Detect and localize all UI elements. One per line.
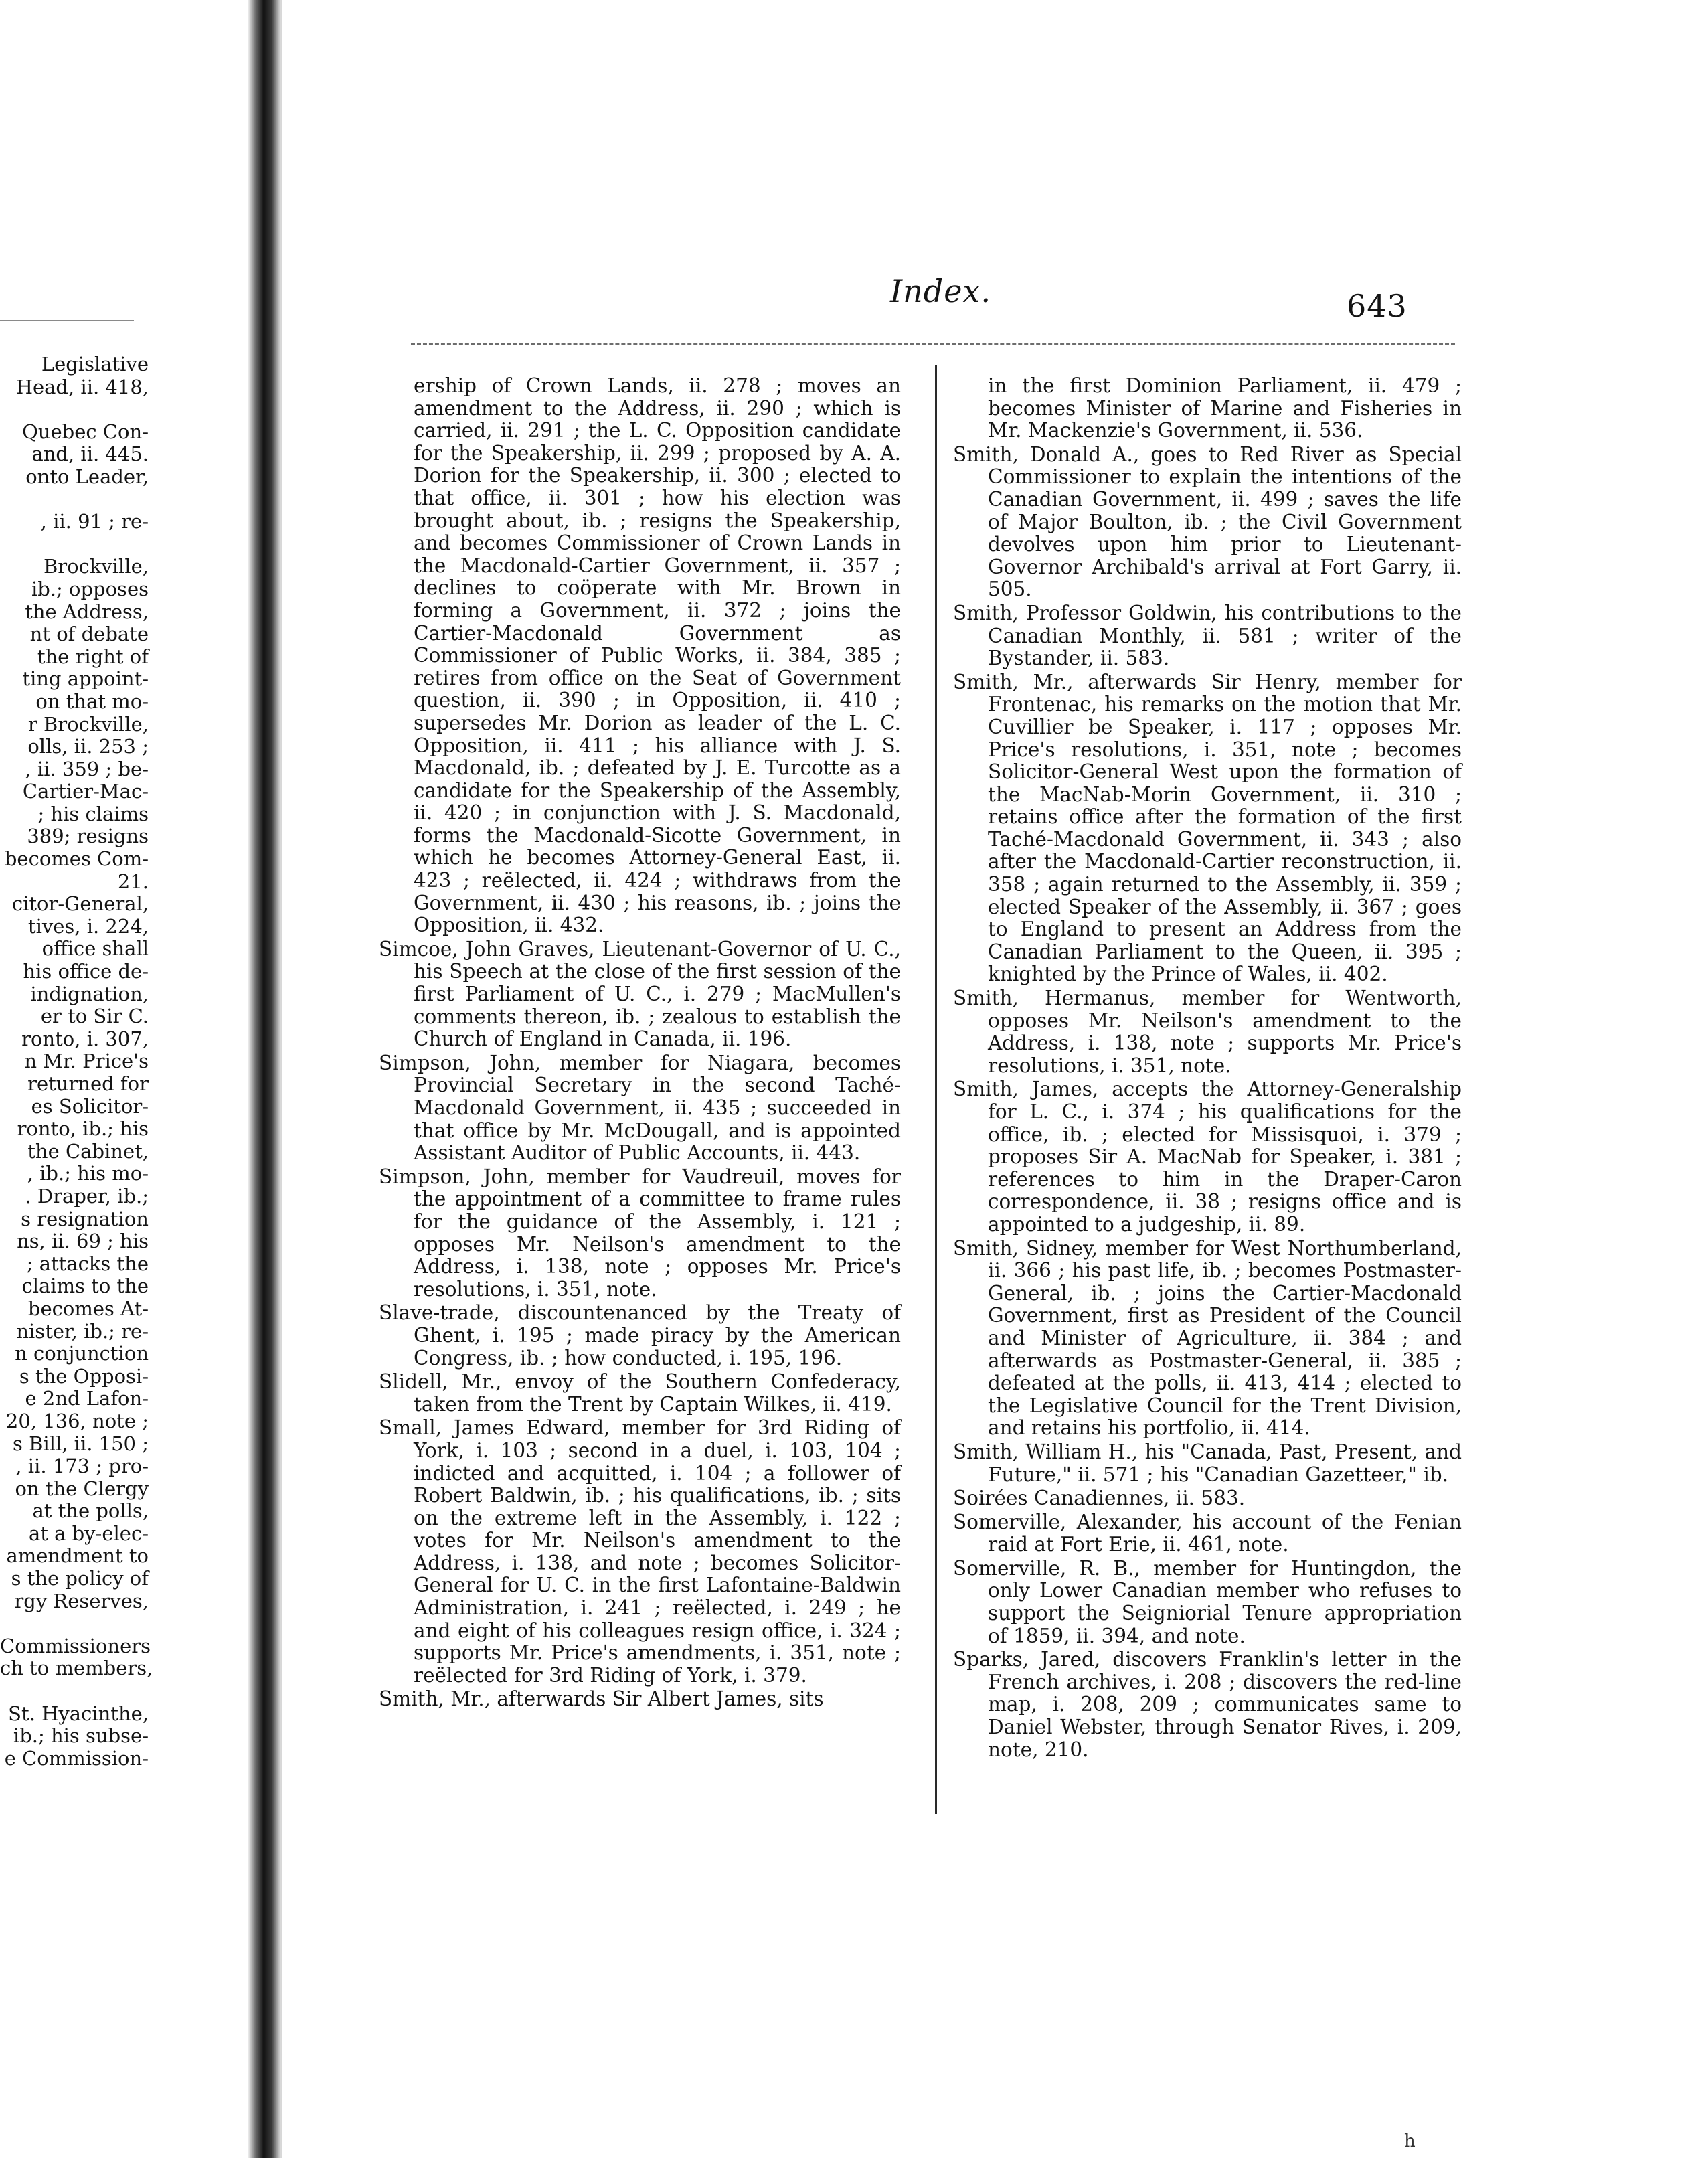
facing-page-line: onto Leader, [25,465,149,488]
facing-page-line: citor-General, [11,892,149,916]
facing-page-line: n Mr. Price's [24,1050,149,1073]
facing-page-line: es Solicitor- [31,1094,149,1118]
book-gutter [248,0,280,2158]
index-entry: Smith, Professor Goldwin, his contributions to the Canadian Monthly, ii. 581 ; writer of the Bystander, ii. 583. [953,601,1462,670]
facing-page-line: . Draper, ib.; [25,1184,149,1208]
facing-page-line: claims to the [21,1274,149,1298]
facing-page-line: on that mo- [35,689,149,713]
index-entry: Small, James Edward, member for 3rd Riding of York, i. 103 ; second in a duel, i. 103, 104 ; indicted and acquitted, i. 104 ; a follower of Robert Baldwin, ib. ; his qualifications, ib. ; sits on the extreme left in the Assembly, i. 122 ; votes for Mr. Neilson's amendment to the Address, i. 138, and note ; becomes Solicitor-General for U. C. in the first Lafontaine-Baldwin Administration, i. 241 ; reëlected, i. 249 ; he and eight of his colleagues resign office, i. 324 ; supports Mr. Price's amendments, i. 351, note ; reëlected for 3rd Riding of York, i. 379. [379,1416,901,1687]
facing-page-line: r Brockville, [27,712,149,736]
facing-page-line [0,533,149,556]
index-entry: Somerville, Alexander, his account of the Fenian raid at Fort Erie, ii. 461, note. [953,1510,1462,1556]
facing-page-line [0,398,149,421]
index-entry: Smith, Donald A., goes to Red River as Special Commissioner to explain the intentions of the Canadian Government, ii. 499 ; saves the life of Major Boulton, ib. ; the Civil Government devolves upon him prior to Lieutenant-Governor Archibald's arrival at Fort Garry, ii. 505. [953,442,1462,601]
facing-page-line: amendment to [6,1544,149,1568]
facing-page-line: becomes Com- [4,847,149,871]
facing-page-line: 21. [117,869,149,893]
facing-page-line: ch to members, [0,1657,153,1680]
facing-page-line: ting appoint- [22,667,149,691]
facing-page-line: the Cabinet, [27,1139,149,1163]
index-entry: Smith, James, accepts the Attorney-Generalship for L. C., i. 374 ; his qualifications for the office, ib. ; elected for Missisquoi, i. 379 ; proposes Sir A. MacNab for Speaker, i. 381 ; references to him in the Draper-Caron correspondence, ii. 38 ; resigns office and is appointed to a judgeship, ii. 89. [953,1078,1462,1236]
facing-page-line: s the policy of [11,1567,149,1590]
facing-page-line: his office de- [23,960,149,983]
facing-page-line: ronto, i. 307, [21,1027,149,1050]
facing-page-text [0,353,153,1770]
index-entry: Smith, Sidney, member for West Northumberland, ii. 366 ; his past life, ib. ; becomes Postmaster-General, ib. ; joins the Cartier-Macdonald Government, first as President of the Council and Minister of Agriculture, ii. 384 ; and afterwards as Postmaster-General, ii. 385 ; defeated at the polls, ii. 413, 414 ; elected to the Legislative Council for the Trent Division, and retains his portfolio, ii. 414. [953,1236,1462,1440]
facing-page-line: ; attacks the [26,1252,149,1275]
facing-page-line: Cartier-Mac- [22,780,149,803]
facing-page-line: at the polls, [32,1499,149,1523]
facing-page-line [0,1612,149,1635]
index-entry: Slave-trade, discountenanced by the Treaty of Ghent, i. 195 ; made piracy by the American Congress, ib. ; how conducted, i. 195, 196. [379,1301,901,1370]
facing-page-line: Quebec Con- [22,420,149,443]
column-divider [935,365,937,1814]
header-rule [411,343,1455,345]
facing-page-line: er to Sir C. [40,1005,149,1028]
page-number: 643 [1347,288,1407,324]
facing-page-line: the Address, [25,600,149,623]
index-entry: Smith, Mr., afterwards Sir Albert James, sits [379,1687,824,1711]
index-entry: Slidell, Mr., envoy of the Southern Confederacy, taken from the Trent by Captain Wilkes, ii. 419. [379,1370,901,1416]
facing-page-line: e 2nd Lafon- [25,1387,149,1410]
facing-page-line: ib.; his subse- [13,1724,149,1748]
index-entry: ership of Crown Lands, ii. 278 ; moves an amendment to the Address, ii. 290 ; which is carried, ii. 291 ; the L. C. Opposition candidate for the Speakership, ii. 299 ; proposed by A. A. Dorion for the Speakership, ii. 300 ; elected to that office, ii. 301 ; how his election was brought about, ib. ; resigns the Speakership, and becomes Commissioner of Crown Lands in the Macdonald-Cartier Government, ii. 357 ; declines to coöperate with Mr. Brown in forming a Government, ii. 372 ; joins the Cartier-Macdonald Government as Commissioner of Public Works, ii. 384, 385 ; retires from office on the Seat of Government question, ii. 390 ; in Opposition, ii. 410 ; supersedes Mr. Dorion as leader of the L. C. Opposition, ii. 411 ; his alliance with J. S. Macdonald, ib. ; defeated by J. E. Turcotte as a candidate for the Speakership of the Assembly, ii. 420 ; in conjunction with J. S. Macdonald, forms the Macdonald-Sicotte Government, in which he becomes Attorney-General East, ii. 423 ; reëlected, ii. 424 ; withdraws from the Government, ii. 430 ; his reasons, ib. ; joins the Opposition, ii. 432. [414,374,901,937]
facing-page-line: St. Hyacinthe, [8,1702,149,1725]
facing-page-line: s Bill, ii. 150 ; [13,1432,149,1455]
facing-page-line: office shall [41,937,149,961]
index-entry: Sparks, Jared, discovers Franklin's letter in the French archives, i. 208 ; discovers the red-line map, i. 208, 209 ; communicates same to Daniel Webster, through Senator Rives, i. 209, note, 210. [953,1648,1462,1761]
facing-page-line: nister, ib.; re- [16,1319,149,1343]
facing-page-line: , ii. 173 ; pro- [15,1455,149,1478]
facing-page-line: becomes At- [27,1297,149,1320]
index-entry: Smith, Hermanus, member for Wentworth, opposes Mr. Neilson's amendment to the Address, i. 138, note ; supports Mr. Price's resolutions, i. 351, note. [953,987,1462,1077]
facing-page-line: indignation, [30,982,149,1005]
facing-page-line: Legislative [41,353,149,376]
index-entry: Somerville, R. B., member for Huntingdon, the only Lower Canadian member who refuses to support the Seigniorial Tenure appropriation of 1859, ii. 394, and note. [953,1556,1462,1647]
index-entry: Simpson, John, member for Niagara, becomes Provincial Secretary in the second Taché-Macdonald Government, ii. 435 ; succeeded in that office by Mr. McDougall, and is appointed Assistant Auditor of Public Accounts, ii. 443. [379,1051,901,1165]
facing-page-line: on the Clergy [15,1477,149,1500]
index-entry: Simpson, John, member for Vaudreuil, moves for the appointment of a committee to frame rules for the guidance of the Assembly, i. 121 ; opposes Mr. Neilson's amendment to the Address, i. 138, note ; opposes Mr. Price's resolutions, i. 351, note. [379,1165,901,1301]
facing-page-line [0,1680,149,1703]
facing-page-line: 20, 136, note ; [5,1409,149,1432]
facing-page-line: , ii. 359 ; be- [25,757,149,780]
facing-page-line: Commissioners [0,1634,151,1657]
running-header-title: Index. [890,273,992,309]
index-column-right [953,375,1462,1762]
facing-page-fragment [0,0,248,2158]
index-entry: in the first Dominion Parliament, ii. 479 ; becomes Minister of Marine and Fisheries in Mr. Mackenzie's Government, ii. 536. [988,374,1462,442]
facing-page-line: returned for [27,1072,149,1095]
facing-page-line: ib.; opposes [31,577,149,600]
facing-page-line: ns, ii. 69 ; his [17,1230,149,1253]
facing-page-line: ronto, ib.; his [17,1117,149,1141]
facing-page-line: , ii. 91 ; re- [40,510,149,533]
facing-page-line: , ib.; his mo- [27,1162,149,1185]
index-entry: Smith, Mr., afterwards Sir Henry, member for Frontenac, his remarks on the motion that Mr. Cuvillier be Speaker, i. 117 ; opposes Mr. Price's resolutions, i. 351, note ; becomes Solicitor-General West upon the formation of the MacNab-Morin Government, ii. 310 ; retains office after the formation of the first Taché-Macdonald Government, ii. 343 ; also after the Macdonald-Cartier reconstruction, ii. 358 ; again returned to the Assembly, ii. 359 ; elected Speaker of the Assembly, ii. 367 ; goes to England to present an Address from the Canadian Parliament to the Queen, ii. 395 ; knighted by the Prince of Wales, ii. 402. [953,670,1462,986]
facing-page-line: ; his claims [37,802,149,825]
facing-page-line: olls, ii. 253 ; [27,735,149,758]
facing-page-line: 389; resigns [27,825,149,848]
index-entry: Soirées Canadiennes, ii. 583. [953,1487,1246,1510]
facing-page-line: n conjunction [15,1342,149,1365]
facing-page-line: tives, i. 224, [27,914,149,938]
page-edge [280,0,282,2158]
facing-page-line [0,489,149,511]
facing-page-line: s the Opposi- [19,1364,149,1388]
facing-page-line: Head, ii. 418, [15,375,149,398]
index-entry: Simcoe, John Graves, Lieutenant-Governor of U. C., his Speech at the close of the first session of the first Parliament of U. C., i. 279 ; MacMullen's comments thereon, ib. ; zealous to establish the Church of England in Canada, ii. 196. [379,937,901,1051]
facing-page-line: and, ii. 445. [31,442,149,466]
facing-page-line: nt of debate [29,622,149,646]
facing-page-rule [0,320,134,321]
facing-page-line: Brockville, [43,555,149,578]
facing-page-line: e Commission- [4,1746,149,1770]
facing-page-line: rgy Reserves, [14,1589,149,1612]
index-column-left [379,375,901,1712]
facing-page-line: at a by-elec- [28,1521,149,1545]
scan-mark: h [1404,2131,1416,2151]
facing-page-line: the right of [37,645,149,668]
index-entry: Smith, William H., his "Canada, Past, Present, and Future," ii. 571 ; his "Canadian Gazetteer," ib. [953,1440,1462,1486]
facing-page-line: s resignation [21,1207,149,1230]
